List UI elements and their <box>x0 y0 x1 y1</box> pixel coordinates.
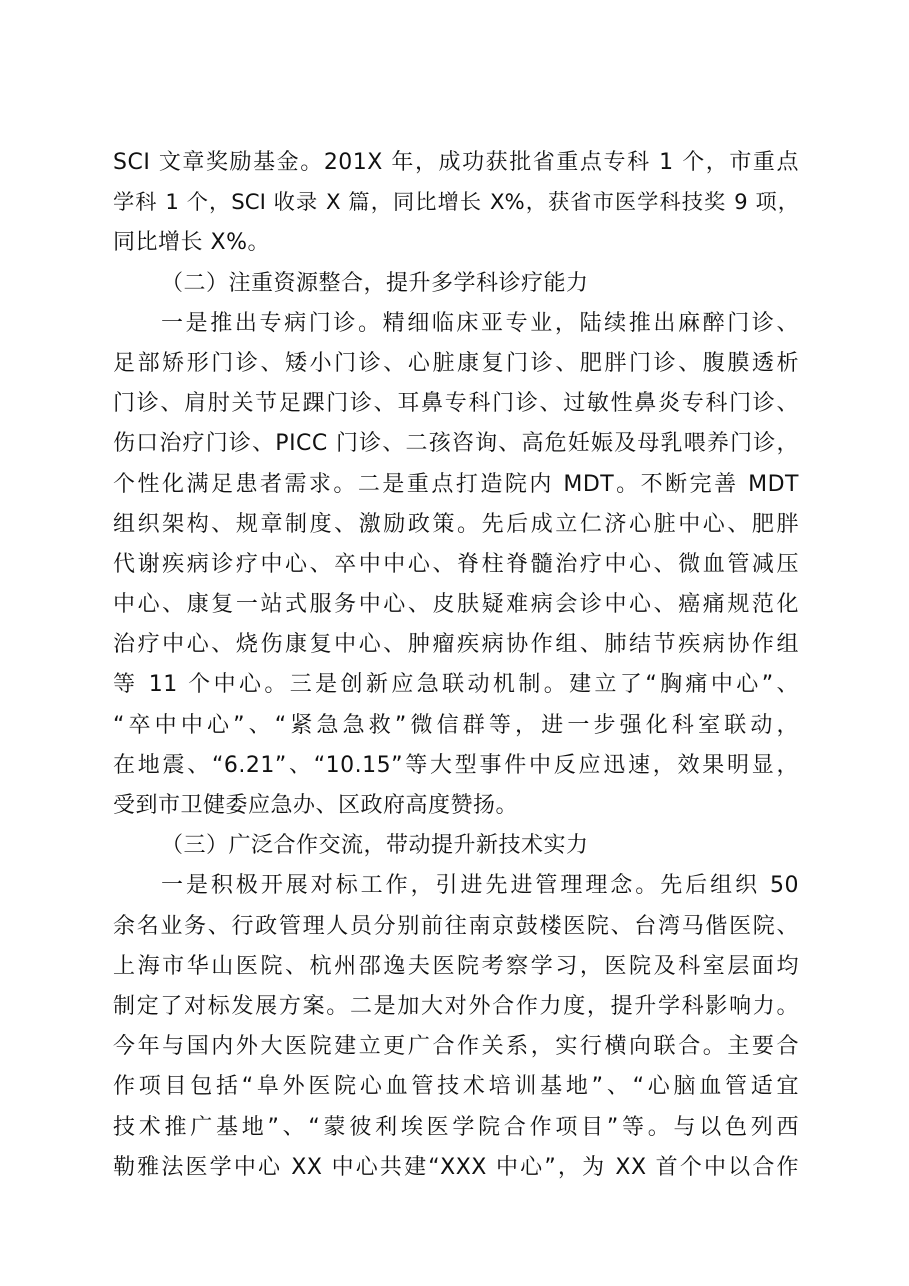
text-line-26: 勒雅法医学中心 XX 中心共建“XXX 中心”，为 XX 首个中以合作 <box>113 1154 799 1180</box>
text-line-11: 代谢疾病诊疗中心、卒中中心、脊柱脊髓治疗中心、微血管减压 <box>113 551 799 577</box>
text-line-20: 余名业务、行政管理人员分别前往南京鼓楼医院、台湾马偕医院、 <box>113 913 799 939</box>
text-line-3: 同比增长 X%。 <box>113 230 270 256</box>
text-line-22: 制定了对标发展方案。二是加大对外合作力度，提升学科影响力。 <box>113 993 799 1019</box>
text-line-14: 等 11 个中心。三是创新应急联动机制。建立了“胸痛中心”、 <box>113 672 799 698</box>
text-line-9: 个性化满足患者需求。二是重点打造院内 MDT。不断完善 MDT <box>113 471 799 497</box>
text-line-23: 今年与国内外大医院建立更广合作关系，实行横向联合。主要合 <box>113 1034 799 1060</box>
text-line-8: 伤口治疗门诊、PICC 门诊、二孩咨询、高危妊娠及母乳喂养门诊， <box>113 431 799 457</box>
text-line-2: 学科 1 个，SCI 收录 X 篇，同比增长 X%，获省市医学科技奖 9 项， <box>113 190 799 216</box>
text-line-15: “卒中中心”、“紧急急救”微信群等，进一步强化科室联动， <box>113 712 799 738</box>
text-line-7: 门诊、肩肘关节足踝门诊、耳鼻专科门诊、过敏性鼻炎专科门诊、 <box>113 391 799 417</box>
text-line-6: 足部矫形门诊、矮小门诊、心脏康复门诊、肥胖门诊、腹膜透析 <box>113 350 799 376</box>
section-heading-2: （二）注重资源整合，提升多学科诊疗能力 <box>161 270 589 296</box>
text-line-1: SCI 文章奖励基金。201X 年，成功获批省重点专科 1 个，市重点 <box>113 150 799 175</box>
document-body <box>113 143 799 1188</box>
text-line-13: 治疗中心、烧伤康复中心、肿瘤疾病协作组、肺结节疾病协作组 <box>113 632 799 658</box>
text-line-10: 组织架构、规章制度、激励政策。先后成立仁济心脏中心、肥胖 <box>113 511 799 537</box>
section-heading-3: （三）广泛合作交流，带动提升新技术实力 <box>161 833 589 859</box>
text-line-24: 作项目包括“阜外医院心血管技术培训基地”、“心脑血管适宜 <box>113 1074 799 1100</box>
text-line-21: 上海市华山医院、杭州邵逸夫医院考察学习，医院及科室层面均 <box>113 953 799 979</box>
text-line-16: 在地震、“6.21”、“10.15”等大型事件中反应迅速，效果明显， <box>113 752 799 778</box>
text-line-12: 中心、康复一站式服务中心、皮肤疑难病会诊中心、癌痛规范化 <box>113 592 799 618</box>
text-line-25: 技术推广基地”、“蒙彼利埃医学院合作项目”等。与以色列西 <box>113 1114 799 1140</box>
text-line-19: 一是积极开展对标工作，引进先进管理理念。先后组织 50 <box>161 873 799 899</box>
text-line-5: 一是推出专病门诊。精细临床亚专业，陆续推出麻醉门诊、 <box>161 310 799 336</box>
text-line-17: 受到市卫健委应急办、区政府高度赞扬。 <box>113 793 519 818</box>
